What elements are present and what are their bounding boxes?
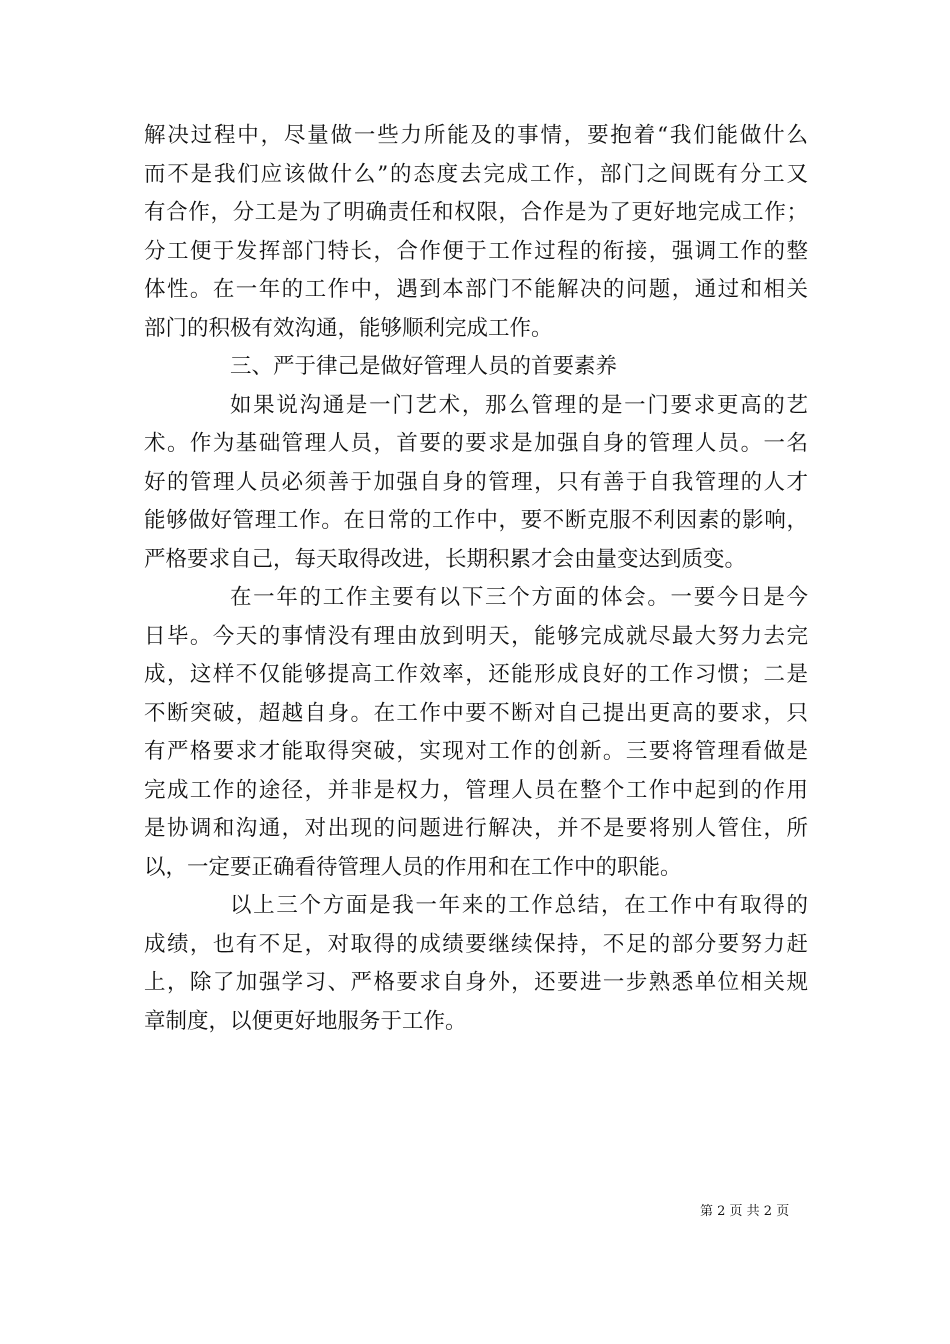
- text-line: 术。作为基础管理人员，首要的要求是加强自身的管理人员。一名: [144, 431, 808, 456]
- text-line: 分工便于发挥部门特长，合作便于工作过程的衔接，强调工作的整: [144, 238, 808, 264]
- section-heading: [144, 348, 808, 387]
- text-line: 部门的积极有效沟通，能够顺利完成工作。: [144, 315, 553, 341]
- text-line: 在一年的工作主要有以下三个方面的体会。一要今日是今: [230, 585, 808, 610]
- paragraph-continuation: [144, 117, 808, 348]
- heading-line: 三、严于律己是做好管理人员的首要素养: [230, 354, 618, 379]
- paragraph-summary: [144, 887, 808, 1041]
- text-line: 有合作，分工是为了明确责任和权限，合作是为了更好地完成工作；: [144, 200, 808, 225]
- text-line: 而不是我们应该做什么”的态度去完成工作，部门之间既有分工又: [144, 161, 808, 187]
- text-line: 章制度，以便更好地服务于工作。: [144, 1008, 467, 1034]
- text-line: 是协调和沟通，对出现的问题进行解决，并不是要将别人管住，所: [144, 816, 808, 841]
- document-body: [144, 117, 808, 1041]
- text-line: 以上三个方面是我一年来的工作总结，在工作中有取得的: [230, 893, 808, 918]
- page-number-footer: 第 2 页 共 2 页: [700, 1204, 790, 1219]
- text-line: 完成工作的途径，并非是权力，管理人员在整个工作中起到的作用: [144, 777, 808, 803]
- text-line: 好的管理人员必须善于加强自身的管理，只有善于自我管理的人才: [144, 469, 808, 495]
- text-line: 以，一定要正确看待管理人员的作用和在工作中的职能。: [144, 854, 682, 880]
- text-line: 解决过程中，尽量做一些力所能及的事情，要抱着“我们能做什么: [144, 123, 808, 148]
- text-line: 如果说沟通是一门艺术，那么管理的是一门要求更高的艺: [230, 392, 808, 418]
- text-line: 上，除了加强学习、严格要求自身外，还要进一步熟悉单位相关规: [144, 970, 808, 995]
- text-line: 成绩，也有不足，对取得的成绩要继续保持，不足的部分要努力赶: [144, 931, 808, 957]
- text-line: 严格要求自己，每天取得改进，长期积累才会由量变达到质变。: [144, 546, 747, 572]
- paragraph-self-management: [144, 387, 808, 580]
- paragraph-three-insights: [144, 579, 808, 887]
- text-line: 能够做好管理工作。在日常的工作中，要不断克服不利因素的影响，: [144, 508, 808, 533]
- text-line: 日毕。今天的事情没有理由放到明天，能够完成就尽最大努力去完: [144, 623, 808, 649]
- text-line: 有严格要求才能取得突破，实现对工作的创新。三要将管理看做是: [144, 739, 808, 764]
- text-line: 成，这样不仅能够提高工作效率，还能形成良好的工作习惯；二是: [144, 662, 808, 687]
- text-line: 不断突破，超越自身。在工作中要不断对自己提出更高的要求，只: [144, 700, 808, 726]
- text-line: 体性。在一年的工作中，遇到本部门不能解决的问题，通过和相关: [144, 277, 808, 302]
